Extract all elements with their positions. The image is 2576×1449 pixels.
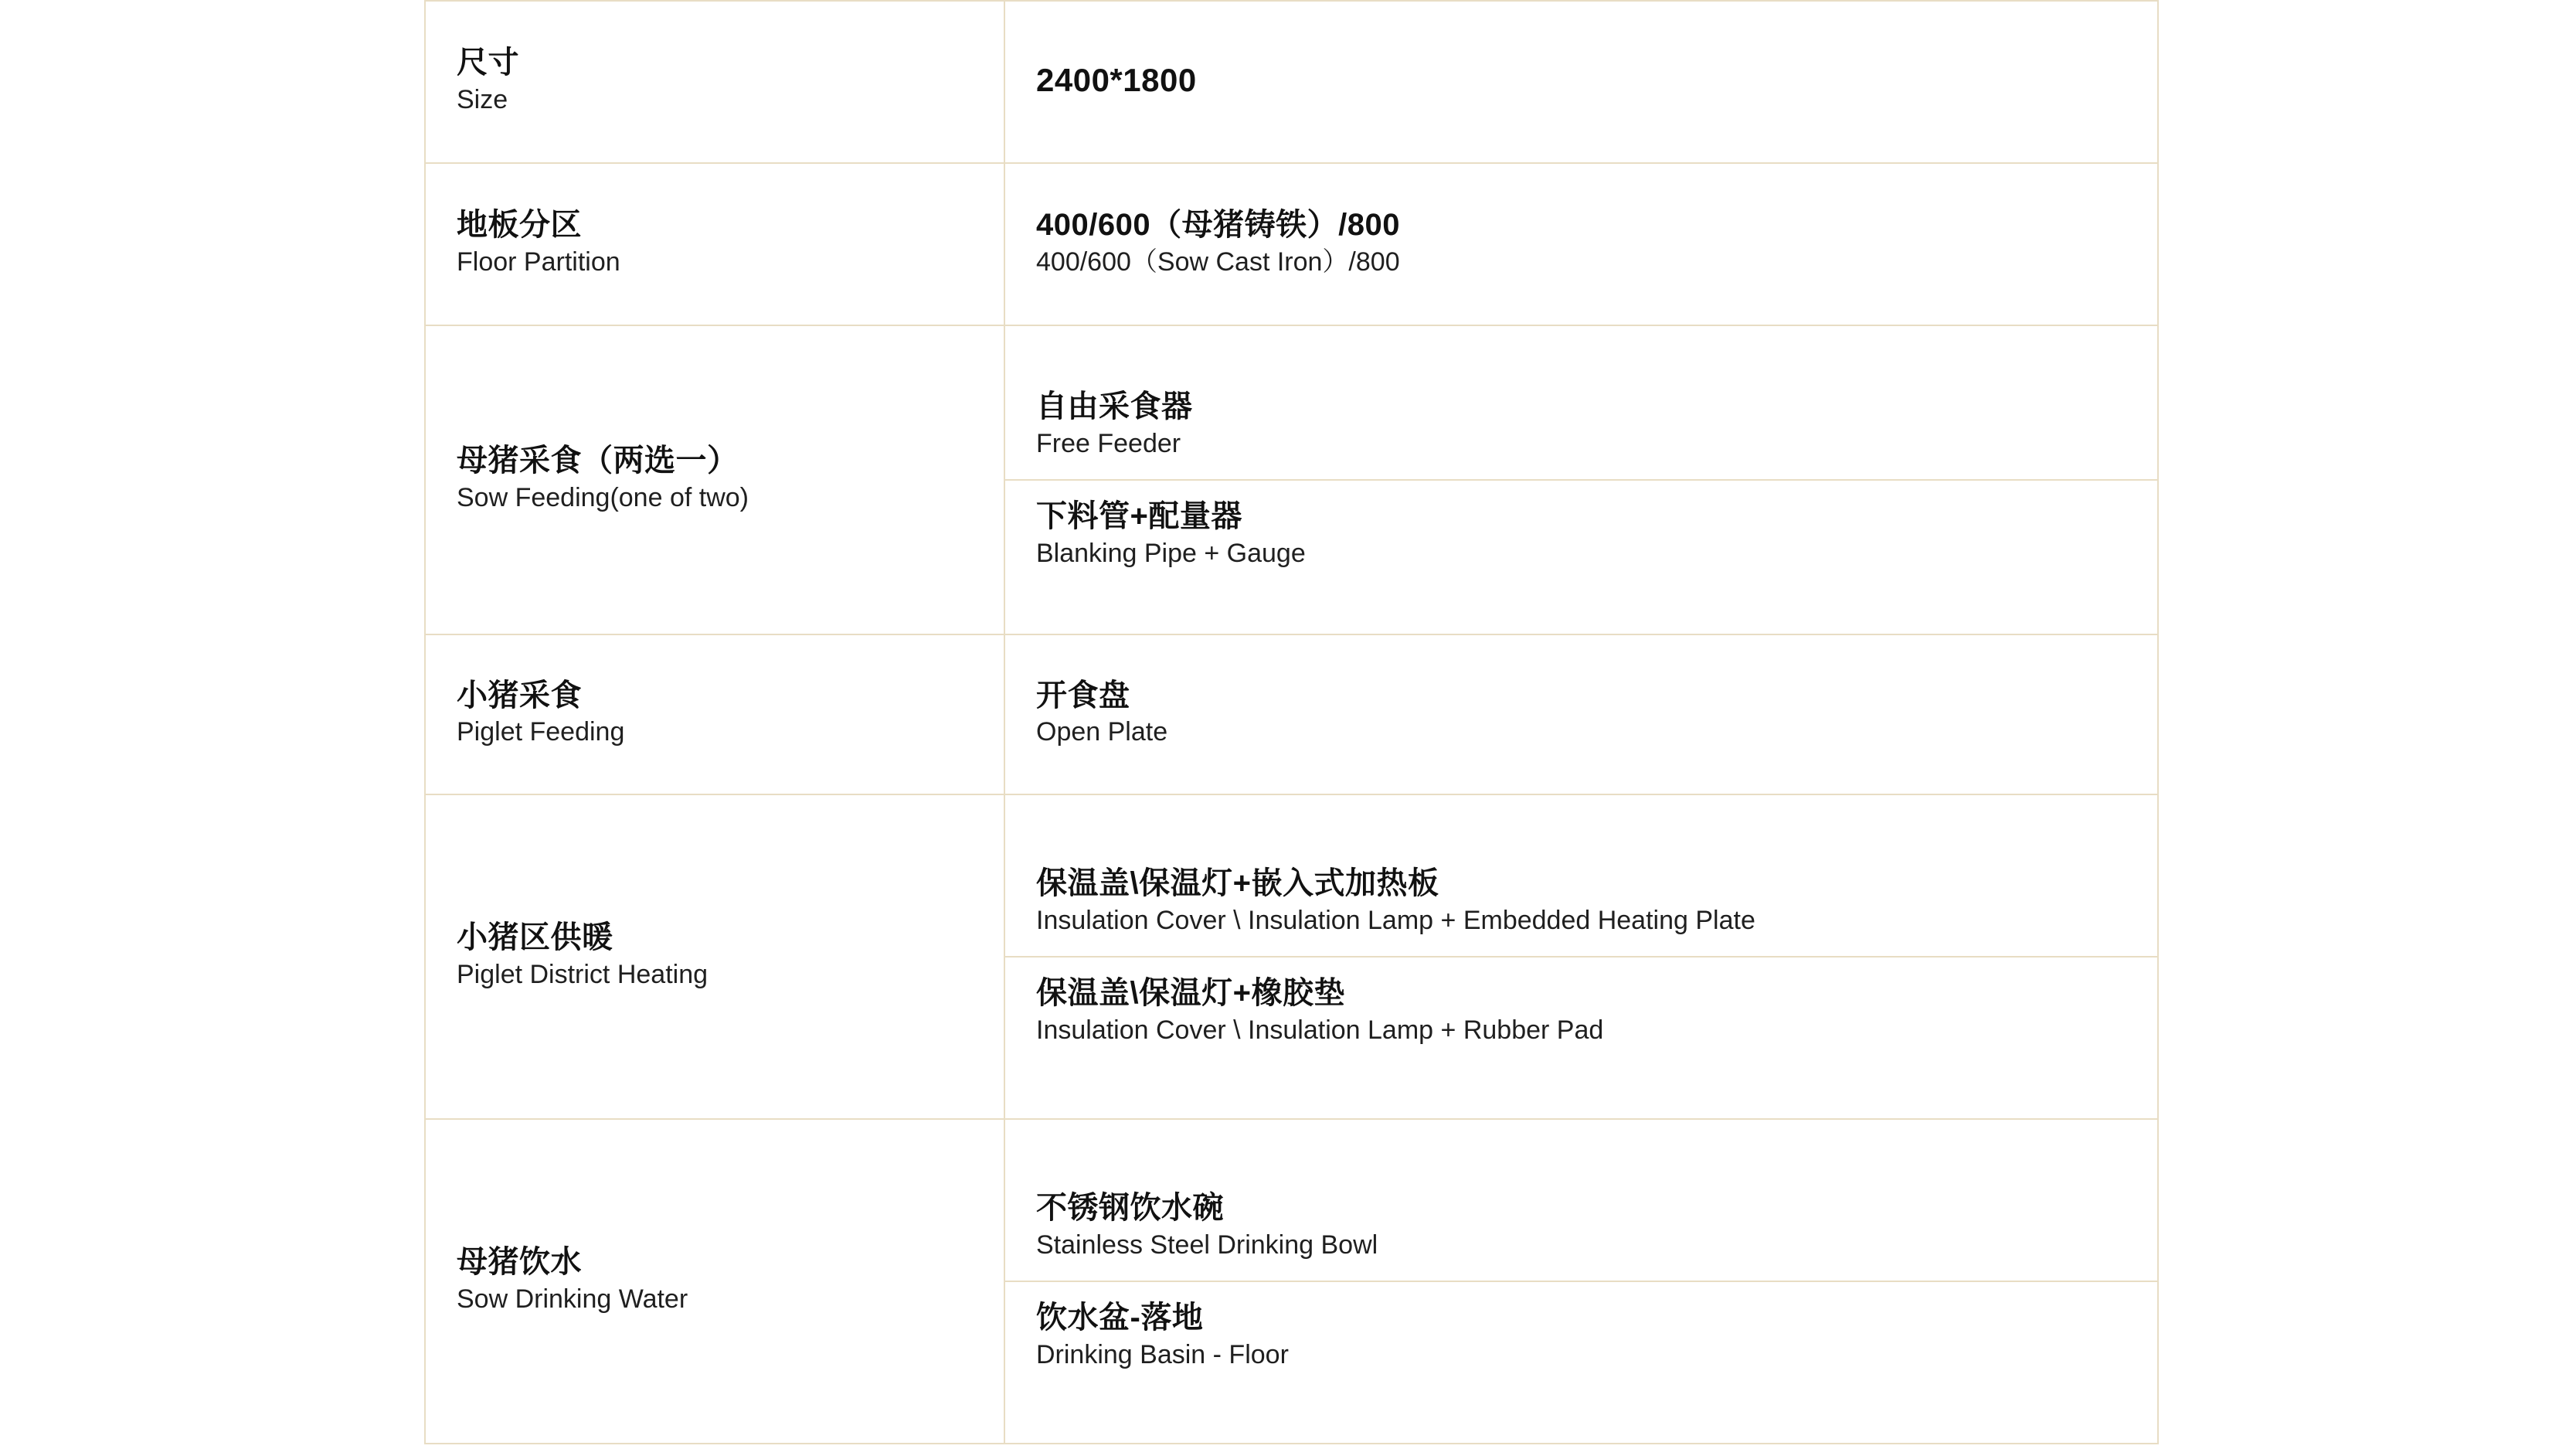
value-cn: 下料管+配量器 <box>1036 499 1242 533</box>
value-en: Free Feeder <box>1036 429 1181 459</box>
row-value-cell-sow-drinking-water <box>1004 1119 2158 1444</box>
label-cn: 尺寸 <box>457 46 519 80</box>
row-value-cell-floor-partition <box>1004 163 2158 325</box>
sub-option-table <box>1005 848 2157 1065</box>
sub-row <box>1005 1281 2157 1390</box>
value-cn: 饮水盆-落地 <box>1036 1301 1204 1335</box>
value-cn: 开食盘 <box>1036 678 1130 713</box>
label-cn: 小猪区供暖 <box>457 920 613 955</box>
specification-table <box>424 0 2159 1444</box>
row-label-cell-floor-partition <box>425 163 1004 325</box>
sub-value-cell <box>1005 480 2157 589</box>
label-cn: 母猪采食（两选一） <box>457 444 739 478</box>
value-en: Open Plate <box>1036 717 1168 747</box>
value-cn: 保温盖\保温灯+嵌入式加热板 <box>1036 866 1439 901</box>
sub-row <box>1005 848 2157 957</box>
row-label-cell-sow-drinking-water <box>425 1119 1004 1444</box>
label-en: Sow Drinking Water <box>457 1284 688 1314</box>
row-label-cell-piglet-feeding <box>425 634 1004 794</box>
value-cn: 自由采食器 <box>1036 389 1193 424</box>
table-row <box>425 634 2158 794</box>
row-label-cell-sow-feeding <box>425 325 1004 634</box>
row-label-cell-piglet-heating <box>425 794 1004 1119</box>
value-en: 400/600（Sow Cast Iron）/800 <box>1036 247 1400 277</box>
sub-row <box>1005 957 2157 1066</box>
value-cn: 保温盖\保温灯+橡胶垫 <box>1036 976 1345 1010</box>
value-cn: 不锈钢饮水碗 <box>1036 1191 1224 1226</box>
table-row <box>425 1 2158 163</box>
sub-value-cell <box>1005 848 2157 957</box>
sub-value-cell <box>1005 1281 2157 1390</box>
label-cn: 小猪采食 <box>457 678 582 713</box>
value-en: Stainless Steel Drinking Bowl <box>1036 1230 1378 1260</box>
table-row <box>425 325 2158 634</box>
sub-row <box>1005 1172 2157 1281</box>
row-value-cell-sow-feeding <box>1004 325 2158 634</box>
label-en: Floor Partition <box>457 247 620 277</box>
value-cn: 400/600（母猪铸铁）/800 <box>1036 208 1400 243</box>
sub-row <box>1005 371 2157 480</box>
sub-option-table <box>1005 371 2157 588</box>
sub-value-cell <box>1005 371 2157 480</box>
label-cn: 地板分区 <box>457 208 582 243</box>
row-value-cell-size <box>1004 1 2158 163</box>
sub-value-cell <box>1005 957 2157 1066</box>
sub-value-cell <box>1005 1172 2157 1281</box>
row-value-cell-piglet-feeding <box>1004 634 2158 794</box>
value-en: Blanking Pipe + Gauge <box>1036 538 1306 568</box>
sub-row <box>1005 480 2157 589</box>
row-label-cell-size <box>425 1 1004 163</box>
label-en: Sow Feeding(one of two) <box>457 482 749 512</box>
value-en: Insulation Cover \ Insulation Lamp + Embedded Heating Plate <box>1036 906 1755 936</box>
table-row <box>425 794 2158 1119</box>
label-en: Piglet District Heating <box>457 959 709 989</box>
value-cn: 2400*1800 <box>1036 62 1197 99</box>
sub-option-table <box>1005 1172 2157 1389</box>
table-row <box>425 163 2158 325</box>
value-en: Drinking Basin - Floor <box>1036 1339 1289 1369</box>
table-row <box>425 1119 2158 1444</box>
specification-table-container <box>424 0 2157 1444</box>
label-en: Piglet Feeding <box>457 717 625 747</box>
label-en: Size <box>457 84 508 114</box>
row-value-cell-piglet-heating <box>1004 794 2158 1119</box>
label-cn: 母猪饮水 <box>457 1245 582 1280</box>
value-en: Insulation Cover \ Insulation Lamp + Rubber Pad <box>1036 1015 1604 1045</box>
